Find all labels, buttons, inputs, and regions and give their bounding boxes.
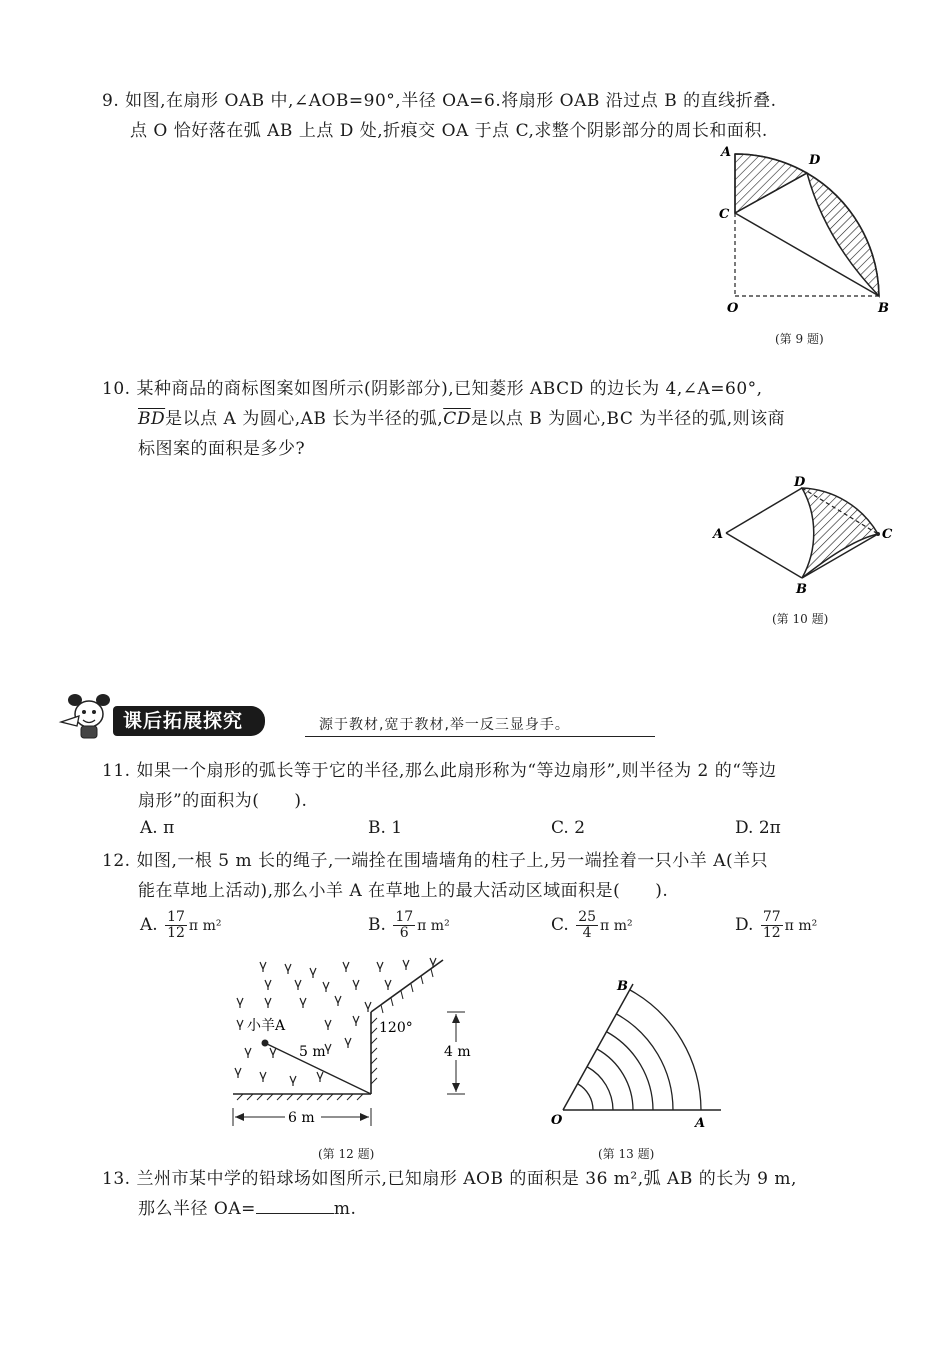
q12-option-d-den: 12 [762, 925, 781, 941]
q12-option-c-den: 4 [582, 925, 592, 941]
q12-option-c[interactable] [551, 910, 633, 941]
q11-option-c[interactable]: C. 2 [551, 818, 586, 838]
mascot-icon [55, 692, 119, 742]
section-subtitle: 源于教材,宽于教材,举一反三显身手。 [319, 717, 570, 733]
q13-line2 [102, 1194, 902, 1224]
q10-figure [710, 470, 900, 595]
q10-number: 10. [102, 379, 131, 399]
section-underline [305, 736, 655, 737]
q9-line1-text: 如图,在扇形 OAB 中,∠AOB=90°,半径 OA=6.将扇形 OAB 沿过点 B 的直线折叠. [125, 91, 777, 111]
q13-figure [545, 972, 735, 1132]
q11-line1 [102, 756, 902, 786]
q9-figure [715, 140, 900, 320]
wall-vertical-hatch [371, 1018, 377, 1084]
q12-figure [225, 950, 480, 1140]
q10-line2a: 是以点 A 为圆心,AB 长为半径的弧, [165, 409, 444, 429]
wall-slanted [371, 960, 443, 1012]
q12-option-b-unit: π m² [417, 918, 450, 934]
q9-caption: (第 9 题) [775, 332, 824, 346]
q13-label-a: A [695, 1116, 706, 1131]
q10-line2b: 是以点 B 为圆心,BC 为半径的弧,则该商 [470, 409, 786, 429]
q12-option-c-label: C. [551, 915, 569, 935]
q10-text [102, 374, 902, 464]
q13-text [102, 1164, 902, 1224]
q10-label-a: A [713, 527, 724, 542]
q10-label-c: C [882, 527, 893, 542]
q10-label-b: B [796, 582, 807, 595]
q13-answer-blank[interactable] [256, 1197, 334, 1214]
q12-option-a-num: 17 [167, 909, 185, 925]
q9-shade-2 [807, 173, 879, 296]
q13-label-b: B [617, 979, 628, 994]
q11-line2: 扇形”的面积为( ). [138, 791, 308, 811]
q13-line2b: m. [333, 1199, 357, 1219]
q11-line1-text: 如果一个扇形的弧长等于它的半径,那么此扇形称为“等边扇形”,则半径为 2 的“等边 [136, 761, 777, 781]
width-label: 6 m [288, 1110, 315, 1126]
q10-line1 [102, 374, 902, 404]
q9-line2: 点 O 恰好落在弧 AB 上点 D 处,折痕交 OA 于点 C,求整个阴影部分的周长和面积. [130, 121, 768, 141]
q10-point-c [876, 532, 880, 536]
angle-label: 120° [379, 1020, 413, 1036]
q12-option-a[interactable] [140, 910, 221, 941]
q12-option-d-unit: π m² [784, 918, 818, 934]
q10-side-ab [726, 533, 802, 578]
q12-line2: 能在草地上活动),那么小羊 A 在草地上的最大活动区域面积是( ). [138, 881, 669, 901]
section-banner [55, 692, 905, 742]
wall-slanted-hatch [381, 969, 433, 1013]
q10-caption: (第 10 题) [772, 612, 829, 626]
q12-line1 [102, 846, 902, 876]
q11-number: 11. [102, 761, 131, 781]
q12-text [102, 846, 902, 906]
q12-option-b-den: 6 [399, 925, 409, 941]
sheep-label: 小羊A [247, 1018, 286, 1034]
q12-option-b-num: 17 [395, 909, 414, 925]
section-title: 课后拓展探究 [123, 710, 244, 732]
q13-line2a: 那么半径 OA= [138, 1199, 256, 1219]
q13-number: 13. [102, 1169, 131, 1189]
q12-line1-text: 如图,一根 5 m 长的绳子,一端拴在围墙墙角的柱子上,另一端拴着一只小羊 A(羊只 [136, 851, 769, 871]
q11-option-b[interactable]: B. 1 [368, 818, 403, 838]
q13-line1 [102, 1164, 902, 1194]
q9-number: 9. [102, 91, 120, 111]
q10-line2 [102, 404, 902, 434]
q10-label-d: D [794, 475, 806, 490]
q9-shade-1 [735, 154, 807, 213]
rope-length-label: 5 m [299, 1044, 326, 1060]
q9-text [102, 86, 902, 146]
q10-shade [802, 488, 878, 578]
q9-label-d: D [809, 153, 821, 168]
q9-line1 [102, 86, 902, 116]
q12-option-d-label: D. [735, 915, 754, 935]
q9-label-a: A [721, 145, 732, 160]
q12-option-b-label: B. [368, 915, 386, 935]
q9-label-o: O [727, 301, 739, 316]
q12-option-d-num: 77 [762, 909, 781, 925]
q12-caption: (第 12 题) [318, 1147, 375, 1161]
q13-caption: (第 13 题) [598, 1147, 655, 1161]
q12-option-c-frac [576, 910, 598, 941]
q12-option-b-frac [393, 910, 415, 941]
q10-side-ad [726, 488, 802, 533]
q13-label-o: O [551, 1113, 563, 1128]
sheep-point [262, 1040, 269, 1047]
q10-line1-text: 某种商品的商标图案如图所示(阴影部分),已知菱形 ABCD 的边长为 4,∠A=60°, [136, 379, 763, 399]
q13-radius-ob [563, 984, 633, 1110]
q11-option-a[interactable]: A. π [140, 818, 175, 838]
q9-label-b: B [878, 301, 889, 316]
q11-option-d[interactable]: D. 2π [735, 818, 781, 838]
wall-ground-hatch [237, 1094, 363, 1100]
q12-option-a-unit: π m² [188, 918, 222, 934]
q12-option-d[interactable] [735, 910, 817, 941]
q12-option-a-den: 12 [167, 925, 185, 941]
q10-line3: 标图案的面积是多少? [138, 439, 306, 459]
q10-arc-bd: $\overline{BD}$ [138, 409, 166, 429]
q12-option-c-unit: π m² [600, 918, 633, 934]
q12-option-d-frac [761, 910, 783, 941]
q10-arc-cd: $\overline{CD}$ [443, 409, 471, 429]
q12-option-c-num: 25 [578, 909, 597, 925]
q12-number: 12. [102, 851, 131, 871]
q9-label-c: C [719, 207, 730, 222]
section-title-box [113, 706, 265, 736]
q13-line1-text: 兰州市某中学的铅球场如图所示,已知扇形 AOB 的面积是 36 m²,弧 AB 的长为 9 m, [136, 1169, 797, 1189]
height-label: 4 m [444, 1044, 471, 1060]
q12-option-a-frac [165, 910, 187, 941]
q12-option-b[interactable] [368, 910, 450, 941]
q12-option-a-label: A. [140, 915, 158, 935]
q11-text [102, 756, 902, 816]
